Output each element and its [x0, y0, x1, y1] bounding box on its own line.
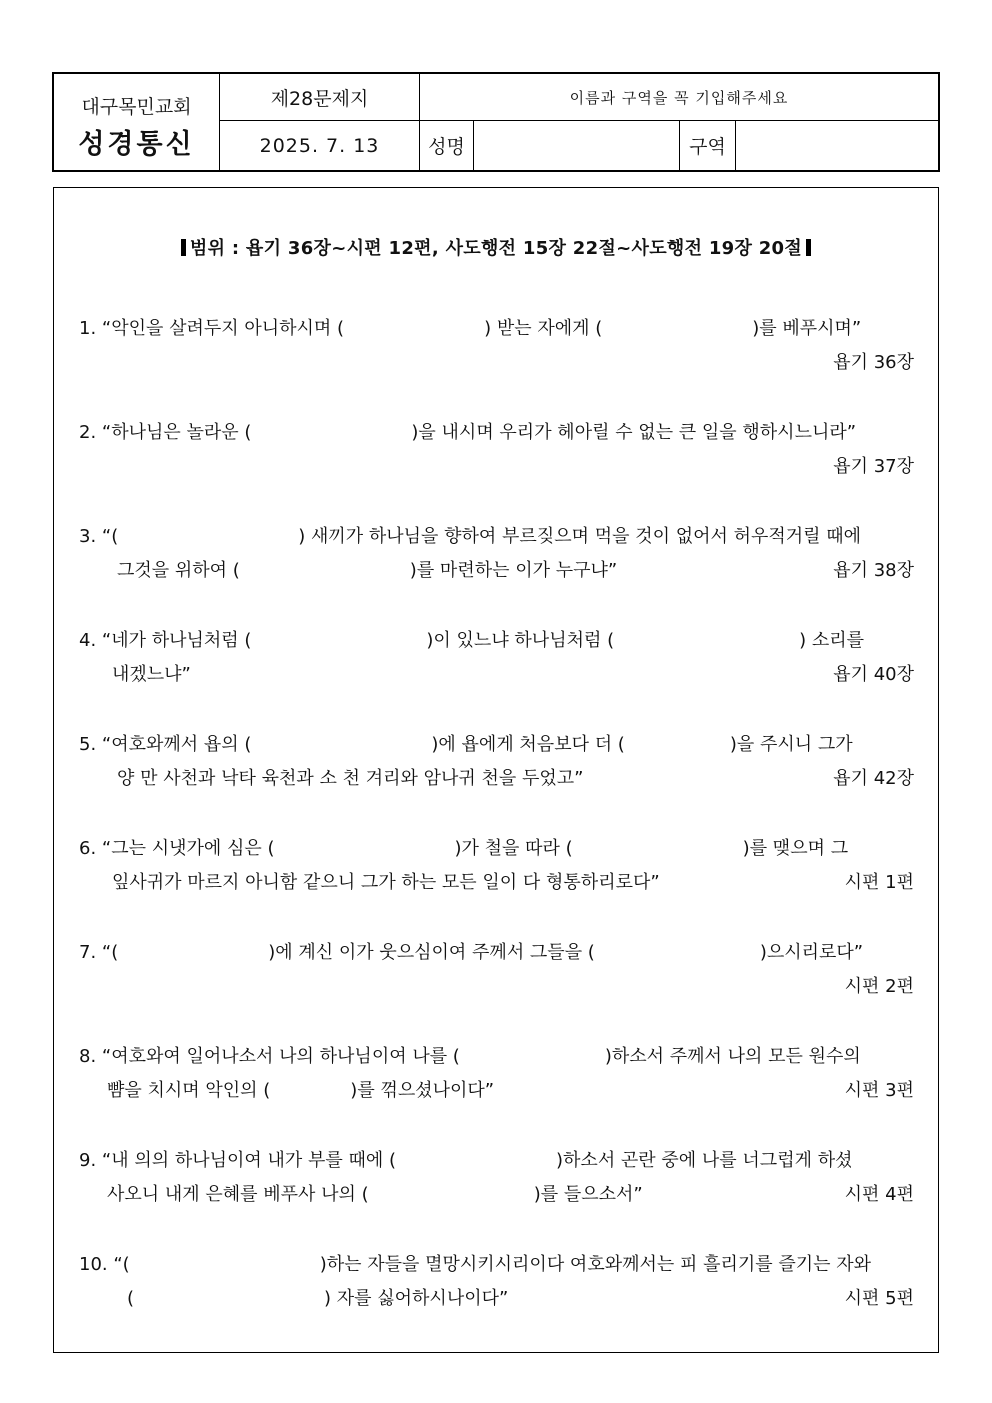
question-line: 2. “하나님은 놀라운 ( )을 내시며 우리가 헤아릴 수 없는 큰 일을 행하시느니라” [79, 422, 857, 443]
church-cell [54, 74, 220, 170]
question-line: 6. “그는 시냇가에 심은 ( )가 철을 따라 ( )를 맺으며 그 [79, 838, 849, 859]
scripture-reference: 욥기 37장 [833, 456, 914, 477]
question-line: 잎사귀가 마르지 아니함 같으니 그가 하는 모든 일이 다 형통하리로다” [112, 872, 660, 893]
area-label: 구역 [680, 121, 736, 170]
name-label: 성명 [420, 121, 474, 170]
question-line: 5. “여호와께서 욥의 ( )에 욥에게 처음보다 더 ( )을 주시니 그가 [79, 734, 853, 755]
header-table [52, 72, 940, 172]
question-line: ( ) 자를 싫어하시나이다” [127, 1288, 509, 1309]
question-line: 7. “( )에 계신 이가 웃으심이여 주께서 그들을 ( )으시리로다” [79, 942, 864, 963]
scripture-reference: 욥기 36장 [833, 352, 914, 373]
scripture-reference: 욥기 38장 [833, 560, 914, 581]
bar-mark-right [806, 239, 811, 256]
scripture-reference: 시편 3편 [844, 1080, 914, 1101]
notice-text: 이름과 구역을 꼭 기입해주세요 [420, 74, 938, 121]
scripture-reference: 욥기 42장 [833, 768, 914, 789]
scripture-reference: 시편 1편 [844, 872, 914, 893]
question-line: 뺨을 치시며 악인의 ( )를 꺾으셨나이다” [107, 1080, 495, 1101]
question-line: 양 만 사천과 낙타 육천과 소 천 겨리와 암나귀 천을 두었고” [117, 768, 584, 789]
question-line: 1. “악인을 살려두지 아니하시며 ( ) 받는 자에게 ( )를 베푸시며” [79, 318, 862, 339]
range-heading [54, 234, 938, 260]
question-line: 4. “네가 하나님처럼 ( )이 있느냐 하나님처럼 ( ) 소리를 [79, 630, 865, 651]
scripture-reference: 욥기 40장 [833, 664, 914, 685]
question-line: 사오니 내게 은혜를 베푸사 나의 ( )를 들으소서” [107, 1184, 643, 1205]
bulletin-title: 성경통신 [78, 129, 195, 160]
issue-date: 2025. 7. 13 [220, 121, 420, 170]
bar-mark-left [181, 239, 186, 256]
scripture-reference: 시편 5편 [844, 1288, 914, 1309]
issue-number: 제28문제지 [220, 74, 420, 121]
question-line: 9. “내 의의 하나님이여 내가 부를 때에 ( )하소서 곤란 중에 나를 너그럽게 하셨 [79, 1150, 853, 1171]
scripture-reference: 시편 4편 [844, 1184, 914, 1205]
scripture-reference: 시편 2편 [844, 976, 914, 997]
question-line: 그것을 위하여 ( )를 마련하는 이가 누구냐” [117, 560, 618, 581]
name-field[interactable] [474, 121, 680, 170]
area-field[interactable] [736, 121, 938, 170]
question-line: 10. “( )하는 자들을 멸망시키시리이다 여호와께서는 피 흘리기를 즐기는 자와 [79, 1254, 872, 1275]
church-name: 대구목민교회 [81, 96, 192, 118]
question-line: 내겠느냐” [112, 664, 191, 685]
question-box [53, 187, 939, 1353]
range-text: 범위 : 욥기 36장~시편 12편, 사도행전 15장 22절~사도행전 19장 20절 [189, 238, 803, 259]
question-line: 8. “여호와여 일어나소서 나의 하나님이여 나를 ( )하소서 주께서 나의 모든 원수의 [79, 1046, 861, 1067]
question-line: 3. “( ) 새끼가 하나님을 향하여 부르짖으며 먹을 것이 없어서 허우적거릴 때에 [79, 526, 862, 547]
